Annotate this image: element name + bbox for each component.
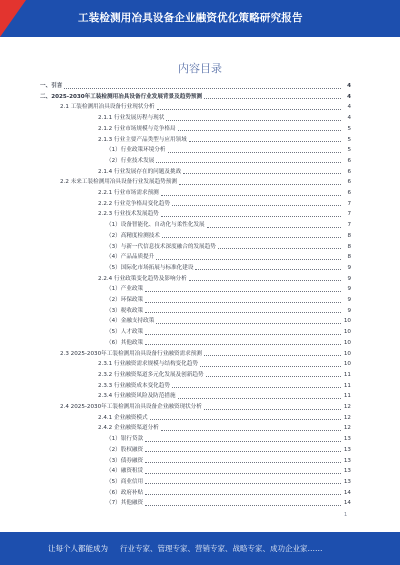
toc-entry[interactable] [40,125,351,133]
toc-entry-page: 6 [347,190,351,196]
dot-leader [161,194,341,196]
toc-entry-title: （4）产品品质提升 [106,254,155,261]
toc-entry[interactable] [40,210,351,218]
toc-entry[interactable] [40,82,351,90]
page-number: 1 [344,512,348,518]
toc-entry-page: 10 [343,361,351,368]
toc-entry-title: 2.4.2 企业融资渠道分析 [98,425,159,432]
toc-entry-title: （4）金融支持政策 [106,318,155,325]
toc-entry[interactable] [40,457,351,465]
dot-leader [145,290,341,292]
toc-entry-page: 8 [347,243,351,250]
toc-entry[interactable] [40,296,351,304]
toc-entry[interactable] [40,478,351,486]
toc-entry[interactable] [40,382,351,390]
dot-leader [204,408,341,410]
toc-entry[interactable] [40,136,351,144]
toc-entry-page: 12 [343,414,351,421]
toc-entry-title: （3）税收政策 [106,307,144,314]
toc-entry-page: 4 [347,115,351,122]
toc-entry-page: 8 [347,254,351,261]
toc-entry[interactable] [40,435,351,443]
toc-entry[interactable] [40,424,351,432]
toc-entry-page: 6 [347,157,351,164]
toc-entry[interactable] [40,371,351,379]
dot-leader [145,333,341,335]
toc-entry-page: 13 [343,436,351,443]
dot-leader [204,97,341,99]
toc-entry-page: 5 [347,136,351,143]
toc-entry-title: （6）其他政策 [106,339,144,346]
toc-entry-title: （5）商业信用 [106,478,144,485]
red-corner-accent [0,0,26,37]
dot-leader [178,397,341,399]
toc-entry-title: （2）行业技术发展 [106,157,155,164]
dot-leader [145,493,341,495]
toc-entry-title: 2.2 未来工装检测用冶具设备行业发展趋势预测 [60,179,177,186]
toc-entry-page: 9 [347,286,351,293]
toc-heading: 内容目录 [178,62,222,75]
toc-entry[interactable] [40,446,351,454]
toc-entry-page: 13 [343,468,351,475]
toc-entry-title: （7）其他融资 [106,500,144,507]
dot-leader [178,129,341,131]
dot-leader [145,472,341,474]
dot-leader [145,301,341,303]
dot-leader [179,183,341,185]
toc-entry[interactable] [40,157,351,165]
toc-entry-title: 2.3.4 行业融资风险及防范措施 [98,393,176,400]
toc-entry-title: （1）银行贷款 [106,436,144,443]
toc-entry-page: 13 [343,446,351,453]
toc-entry-title: （2）股权融资 [106,446,144,453]
dot-leader [161,429,341,431]
dot-leader [145,482,341,484]
header-bar [0,0,400,37]
toc-entry-title: 2.1.4 行业发展存在的问题及挑战 [98,168,182,175]
toc-entry[interactable] [40,414,351,422]
toc-entry-title: （3）债券融资 [106,457,144,464]
toc-entry-title: （3）与新一代信息技术深度融合的发展趋势 [106,243,216,250]
toc-entry-title: （6）政府补贴 [106,489,144,496]
footer-slogan: 让每个人都能成为 [48,544,108,553]
toc-entry-title: 2.2.2 行业竞争格局变化趋势 [98,200,170,207]
dot-leader [168,151,342,153]
dot-leader [162,236,341,238]
dot-leader [204,354,341,356]
dot-leader [156,258,341,260]
toc-entry-title: 二、2025-2030年工装检测用冶具设备行业发展背景及趋势预测 [40,93,203,100]
toc-entry-page: 9 [347,275,351,282]
dot-leader [145,450,341,452]
dot-leader [156,161,341,163]
toc-entry[interactable] [40,243,351,251]
toc-entry[interactable] [40,403,351,411]
toc-entry[interactable] [40,328,351,336]
toc-entry-page: 14 [343,500,351,507]
toc-entry-title: （2）环保政策 [106,297,144,303]
toc-entry[interactable] [40,200,351,208]
toc-entry-page: 12 [343,425,351,432]
dot-leader [64,87,341,89]
toc-entry-title: 2.3 2025-2030年工装检测用冶具设备行业融资需求预测 [60,350,202,357]
toc-entry-page: 11 [343,371,351,378]
toc-entry[interactable] [40,499,351,507]
toc-entry-page: 5 [347,125,351,132]
toc-entry[interactable] [40,264,351,272]
toc-entry-title: （1）行业政策环境分析 [106,147,166,154]
toc-entry-title: 一、引言 [40,83,63,89]
toc-entry[interactable] [40,285,351,293]
dot-leader [161,215,341,217]
toc-entry[interactable] [40,467,351,475]
toc-entry-page: 11 [343,393,351,400]
toc-entry-title: 2.2.4 行业政策变化趋势及影响分析 [98,275,187,282]
toc-entry-page: 10 [343,318,351,325]
toc-entry[interactable] [40,350,351,358]
toc-entry-title: （4）融资租赁 [106,468,144,475]
toc-entry[interactable] [40,146,351,154]
toc-entry-page: 6 [347,168,351,175]
dot-leader [157,108,341,110]
toc-entry[interactable] [40,392,351,400]
toc-entry[interactable] [40,232,351,240]
toc-entry-page: 4 [347,104,351,111]
toc-entry-page: 9 [347,307,351,314]
dot-leader [145,440,341,442]
toc-entry-title: （1）产业政策 [106,286,144,293]
table-of-contents [40,82,351,512]
toc-entry-title: 2.1.2 行业市场规模与竞争格局 [98,125,176,132]
toc-entry-title: 2.2.3 行业技术发展趋势 [98,211,159,218]
dot-leader [189,140,341,142]
toc-entry[interactable] [40,339,351,347]
toc-entry-title: 2.1 工装检测用冶具设备行业现状分析 [60,104,155,111]
dot-leader [200,365,341,367]
toc-entry-title: （5）人才政策 [106,329,144,336]
toc-entry-title: 2.1.1 行业发展历程与现状 [98,115,165,122]
toc-entry-title: 2.3.2 行业融资渠道多元化发展及创新趋势 [98,371,204,378]
toc-entry-page: 7 [347,200,351,207]
toc-entry-title: 2.3.1 行业融资需求规模与结构变化趋势 [98,361,198,368]
toc-entry[interactable] [40,253,351,261]
toc-entry[interactable] [40,168,351,176]
toc-entry[interactable] [40,360,351,368]
dot-leader [145,343,341,345]
dot-leader [195,268,341,270]
toc-entry-title: （2）高精度检测技术 [106,232,160,239]
toc-entry[interactable] [40,489,351,497]
toc-entry-page: 13 [343,478,351,485]
toc-entry-title: 2.4.1 企业融资模式 [98,414,148,421]
toc-entry-page: 10 [343,329,351,336]
dot-leader [156,322,341,324]
dot-leader [172,386,341,388]
toc-entry-title: （1）设备智能化、自动化与柔性化发展 [106,222,205,229]
toc-entry[interactable] [40,93,351,101]
toc-entry-page: 10 [343,350,351,357]
toc-entry[interactable] [40,317,351,325]
toc-entry-title: 2.4 2025-2030年工装检测用冶具设备企业融资现状分析 [60,404,202,410]
dot-leader [166,119,341,121]
toc-entry-title: 2.2.1 行业市场需求预测 [98,190,159,196]
dot-leader [183,172,341,174]
toc-entry-page: 14 [343,489,351,496]
toc-entry-page: 12 [343,404,351,410]
dot-leader [145,504,341,506]
toc-entry-page: 4 [347,83,351,89]
toc-entry[interactable] [40,307,351,315]
toc-entry[interactable] [40,275,351,283]
footer-tagline: 行业专家、管理专家、营销专家、战略专家、成功企业家…… [120,544,323,553]
toc-entry[interactable] [40,189,351,197]
toc-entry-page: 5 [347,147,351,154]
dot-leader [218,247,341,249]
toc-entry-page: 8 [347,232,351,239]
footer-bar [0,532,400,565]
toc-entry-page: 9 [347,297,351,303]
toc-entry-page: 4 [347,93,351,100]
toc-entry-page: 10 [343,339,351,346]
toc-entry-page: 7 [347,211,351,218]
report-title: 工装检测用冶具设备企业融资优化策略研究报告 [78,12,303,24]
toc-entry-title: 2.3.3 行业融资成本变化趋势 [98,382,170,389]
dot-leader [206,375,341,377]
toc-entry[interactable] [40,221,351,229]
toc-entry[interactable] [40,103,351,111]
dot-leader [172,204,341,206]
dot-leader [145,311,341,313]
dot-leader [207,226,341,228]
toc-entry-page: 13 [343,457,351,464]
dot-leader [189,279,341,281]
toc-entry[interactable] [40,114,351,122]
toc-entry-title: 2.1.3 行业主要产品类型与应用领域 [98,136,187,143]
dot-leader [150,418,341,420]
toc-entry-title: （5）国际化市场拓展与标准化建设 [106,264,194,271]
toc-entry-page: 11 [343,382,351,389]
dot-leader [145,461,341,463]
toc-entry[interactable] [40,178,351,186]
toc-entry-page: 6 [347,179,351,186]
toc-entry-page: 7 [347,222,351,229]
toc-entry-page: 9 [347,264,351,271]
